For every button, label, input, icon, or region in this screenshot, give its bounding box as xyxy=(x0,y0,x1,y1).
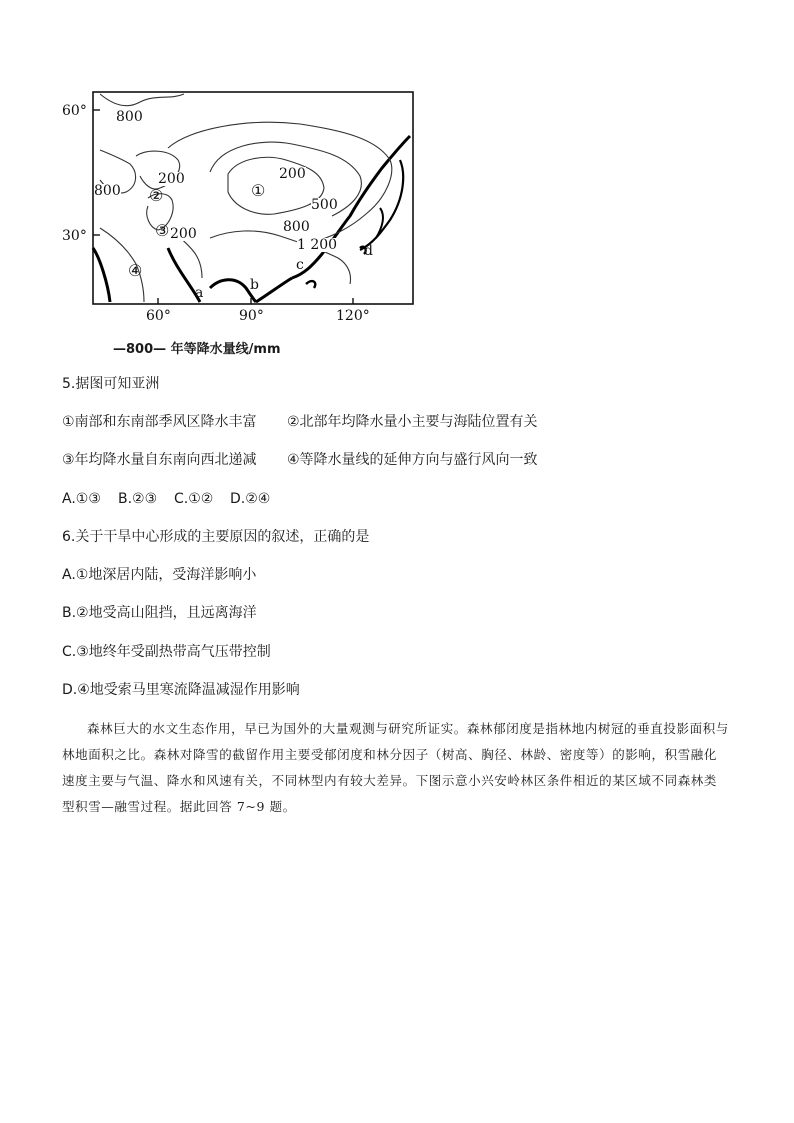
precipitation-map xyxy=(60,88,420,358)
contour-label: 200 xyxy=(158,171,185,187)
contour-label: 800 xyxy=(283,219,310,235)
contour-label: 200 xyxy=(279,166,306,182)
legend-text: 年等降水量线/mm xyxy=(170,342,281,357)
contour-label: 800 xyxy=(94,183,121,199)
contour-label: 200 xyxy=(170,226,197,242)
region-label-4: ④ xyxy=(128,261,143,280)
question-5-title: 5.据图可知亚洲 xyxy=(62,376,160,392)
question-5-option-c: C.①② xyxy=(174,491,214,507)
legend-line-sample: —800— xyxy=(113,342,167,357)
point-label-d: d xyxy=(364,243,373,259)
point-label-b: b xyxy=(250,277,259,293)
contour-label: 500 xyxy=(311,197,338,213)
lon-label-120: 120° xyxy=(336,308,370,324)
map-legend xyxy=(113,338,281,357)
coast-japan xyxy=(360,160,403,250)
question-5-option-b: B.②③ xyxy=(118,491,158,507)
region-label-3: ③ xyxy=(155,221,170,240)
coast-china-east xyxy=(292,136,410,278)
isohyet-200-gobi xyxy=(228,157,324,214)
question-5-option-d: D.②④ xyxy=(230,491,271,507)
contour-label: 1 200 xyxy=(297,237,338,253)
question-5-statement-1: ①南部和东南部季风区降水丰富 xyxy=(62,414,257,430)
region-label-2: ② xyxy=(149,186,164,205)
question-6-title: 6.关于干旱中心形成的主要原因的叙述，正确的是 xyxy=(62,529,370,545)
coast-hainan xyxy=(306,281,315,288)
question-6-option-a: A.①地深居内陆，受海洋影响小 xyxy=(62,567,257,583)
region-label-1: ① xyxy=(251,181,266,200)
question-6-option-d: D.④地受索马里寒流降温减湿作用影响 xyxy=(62,682,300,698)
coast-arabia xyxy=(93,248,110,302)
question-6-option-b: B.②地受高山阻挡，且远离海洋 xyxy=(62,605,257,621)
lon-label-90: 90° xyxy=(239,308,264,324)
question-6-option-c: C.③地终年受副热带高气压带控制 xyxy=(62,644,271,660)
coast-korea xyxy=(376,208,383,238)
reading-passage: 森林巨大的水文生态作用，早已为国外的大量观测与研究所证实。森林郁闭度是指林地内树冠的垂直投影面积与林地面积之比。森林对降雪的截留作用主要受郁闭度和林分因子（树高、胸径、林龄、密度等）的影响，积雪融化速度主要与气温、降水和风速有关，不同林型内有较大差异。下图示意小兴安岭林区条件相近的某区域不同森林类型积雪—融雪过程。据此回答 7~9 题。 xyxy=(62,721,729,814)
contour-label: 800 xyxy=(116,109,143,125)
point-label-a: a xyxy=(195,285,204,301)
point-label-c: c xyxy=(296,257,304,273)
question-5-statement-3: ③年均降水量自东南向西北递减 xyxy=(62,452,257,468)
lon-label-60: 60° xyxy=(146,308,171,324)
lat-label-60: 60° xyxy=(62,103,87,119)
coast-indochina xyxy=(256,278,292,302)
isohyet-800-east xyxy=(168,122,392,242)
lat-label-30: 30° xyxy=(62,228,87,244)
question-5-option-a: A.①③ xyxy=(62,491,101,507)
question-5-statement-4: ④等降水量线的延伸方向与盛行风向一致 xyxy=(287,452,538,468)
question-5-statement-2: ②北部年均降水量小主要与海陆位置有关 xyxy=(287,414,538,430)
isohyet-800-north xyxy=(100,94,184,106)
